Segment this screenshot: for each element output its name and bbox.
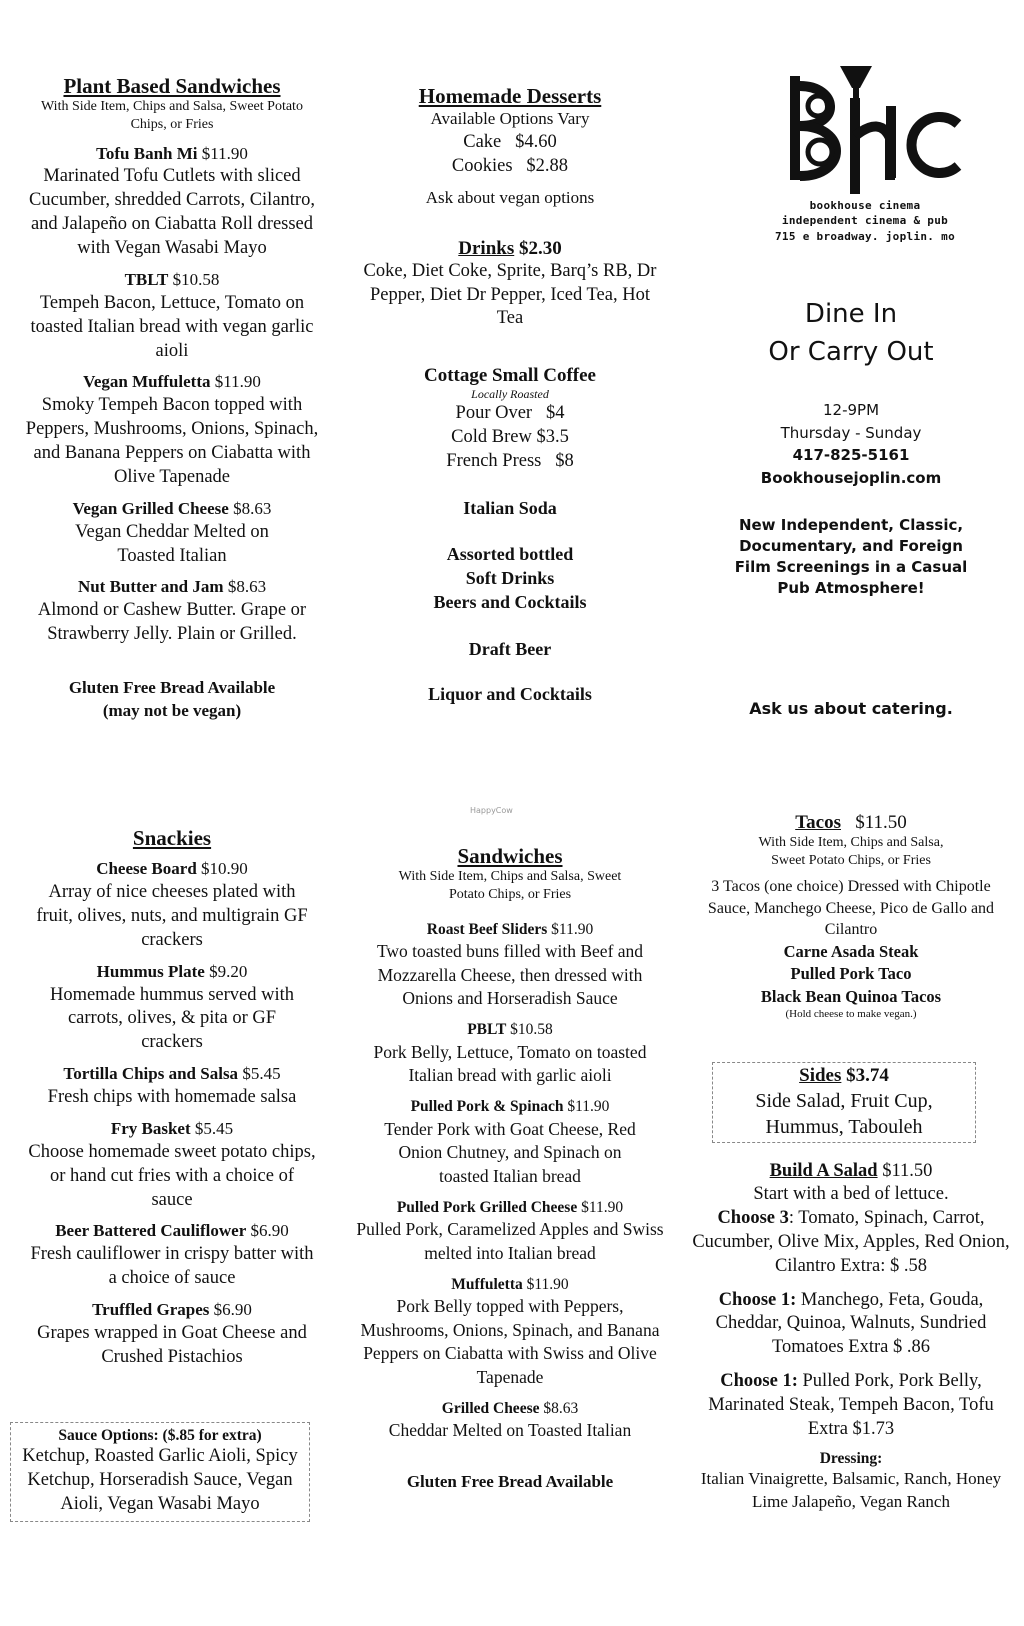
snackies-title: Snackies [132, 826, 212, 850]
item-name: Tofu Banh Mi [96, 143, 198, 163]
item-name: PBLT [467, 1021, 507, 1039]
bookhouse-logo [790, 66, 970, 196]
bottled-line: Assorted bottled [446, 543, 574, 564]
item-price: $10.58 [506, 1021, 553, 1039]
menu-item [16, 1220, 328, 1291]
sides-box [712, 1062, 976, 1143]
item-price: $9.20 [204, 961, 248, 981]
item-name: Vegan Muffuletta [83, 372, 211, 392]
tacos-price: $11.50 [840, 812, 907, 833]
menu-item [16, 1118, 328, 1213]
item-desc: Pork Belly topped with Peppers, Mushrooms, Onions, Spinach, and Banana Peppers on Ciabatta with Swiss and Olive Tapenade [360, 1296, 660, 1388]
watermark: HappyCow [470, 806, 513, 815]
item-desc: Fresh chips with homemade salsa [47, 1087, 297, 1108]
menu-item [16, 1063, 328, 1110]
salad-price: $11.50 [877, 1161, 933, 1181]
item-name: Cheese Board [96, 859, 197, 879]
tacos-title: Tacos [795, 812, 841, 833]
salad-choose-protein [692, 1370, 1010, 1442]
item-desc: Vegan Cheddar Melted on Toasted Italian [75, 521, 269, 566]
taco-option: Black Bean Quinoa Tacos [760, 986, 942, 1006]
choose-text: Manchego, Feta, Gouda, Cheddar, Quinoa, Walnuts, Sundried Tomatoes Extra $ .86 [715, 1289, 987, 1358]
logo-caption [760, 198, 970, 244]
menu-item [16, 269, 328, 364]
sandwiches-subtitle: With Side Item, Chips and Salsa, Sweet Potato Chips, or Fries [398, 869, 622, 903]
item-name: Truffled Grapes [92, 1300, 210, 1320]
item-price: $8.63 [228, 498, 272, 518]
desserts-title: Homemade Desserts [418, 84, 602, 108]
menu-item [16, 143, 328, 261]
item-desc: Smoky Tempeh Bacon topped with Peppers, Mushrooms, Onions, Spinach, and Banana Peppers on Ciabatta with Olive Tapenade [25, 395, 319, 487]
vegan-dessert-note: Ask about vegan options [425, 187, 595, 207]
salad-section [692, 1160, 1010, 1514]
item-desc: Almond or Cashew Butter. Grape or Strawberry Jelly. Plain or Grilled. [37, 600, 307, 645]
hours: 12-9PM [822, 401, 880, 420]
coffee-block [352, 365, 668, 474]
drinks-price: $2.30 [514, 237, 562, 259]
liquor-cocktails: Liquor and Cocktails [428, 683, 592, 704]
cookies-price: Cookies $2.88 [451, 155, 569, 176]
taco-option: Pulled Pork Taco [790, 964, 912, 984]
item-name: Grilled Cheese [441, 1399, 540, 1417]
plant-based-subtitle: With Side Item, Chips and Salsa, Sweet Potato Chips, or Fries [41, 99, 303, 133]
sauce-list: Ketchup, Roasted Garlic Aioli, Spicy Ketchup, Horseradish Sauce, Vegan Aioli, Vegan Wasabi Mayo [22, 1446, 298, 1514]
dressing-list: Italian Vinaigrette, Balsamic, Ranch, Honey Lime Jalapeño, Vegan Ranch [700, 1468, 1002, 1511]
menu-item [16, 961, 328, 1056]
menu-item [16, 576, 328, 647]
sauce-options-box [10, 1422, 310, 1522]
drinks-title: Drinks [458, 237, 515, 259]
tacos-section [692, 812, 1010, 1020]
item-name: Fry Basket [110, 1118, 191, 1138]
plant-based-section [16, 74, 328, 723]
tacos-subtitle: With Side Item, Chips and Salsa, Sweet Potato Chips, or Fries [758, 834, 944, 869]
choose-text: : Tomato, Spinach, Carrot, Cucumber, Olive Mix, Apples, Red Onion, Cilantro Extra: $ .58 [692, 1207, 1010, 1276]
item-price: $5.45 [190, 1118, 234, 1138]
item-name: Nut Butter and Jam [77, 577, 224, 597]
choose-label: Choose 1: [718, 1289, 797, 1310]
item-price: $11.90 [577, 1198, 624, 1216]
item-price: $8.63 [539, 1399, 579, 1417]
item-desc: Marinated Tofu Cutlets with sliced Cucumber, shredded Carrots, Cilantro, and Jalapeño on Ciabatta Roll dressed with Vegan Wasabi Mayo [29, 166, 315, 259]
menu-item [352, 1019, 668, 1088]
bottled-line: Soft Drinks [465, 567, 555, 588]
item-desc: Pulled Pork, Caramelized Apples and Swiss melted into Italian bread [356, 1219, 664, 1263]
menu-item [16, 858, 328, 953]
item-desc: Pork Belly, Lettuce, Tomato on toasted Italian bread with garlic aioli [373, 1041, 647, 1086]
logo-line: bookhouse cinema [809, 199, 921, 212]
item-price: $10.90 [196, 859, 248, 879]
logo-line: 715 e broadway. joplin. mo [775, 229, 955, 243]
item-desc: Cheddar Melted on Toasted Italian [388, 1420, 632, 1441]
menu-item [16, 498, 328, 569]
menu-item [352, 1274, 668, 1390]
item-name: Tortilla Chips and Salsa [63, 1064, 239, 1084]
item-price: $11.90 [547, 920, 594, 938]
item-name: Hummus Plate [96, 961, 205, 981]
sandwiches-section [352, 844, 668, 1494]
item-price: $11.90 [197, 143, 248, 163]
menu-item [16, 371, 328, 489]
item-desc: Array of nice cheeses plated with fruit, olives, nuts, and multigrain GF crackers [36, 882, 308, 950]
sandwiches-title: Sandwiches [457, 844, 563, 868]
dressing-label: Dressing: [819, 1449, 883, 1467]
plant-based-title: Plant Based Sandwiches [63, 74, 281, 98]
item-desc: Grapes wrapped in Goat Cheese and Crushed Pistachios [37, 1323, 307, 1367]
item-price: $8.63 [223, 577, 267, 597]
salad-title: Build A Salad [769, 1161, 878, 1181]
carry-out-line: Or Carry Out [768, 336, 934, 367]
menu-item [352, 919, 668, 1012]
info-section [692, 296, 1010, 718]
item-price: $11.90 [563, 1098, 610, 1116]
item-name: Beer Battered Cauliflower [55, 1221, 247, 1241]
menu-item [16, 1299, 328, 1370]
gluten-free-note: Gluten Free Bread Available [406, 1472, 614, 1492]
item-price: $11.90 [522, 1275, 569, 1293]
item-price: $5.45 [238, 1064, 281, 1084]
salad-choose-cheese [692, 1289, 1010, 1361]
coffee-item: Cold Brew $3.5 [451, 427, 569, 448]
snackies-section [16, 826, 328, 1370]
cake-price: Cake $4.60 [463, 132, 557, 153]
item-name: Pulled Pork & Spinach [410, 1098, 564, 1116]
drinks-list: Coke, Diet Coke, Sprite, Barq’s RB, Dr Pepper, Diet Dr Pepper, Iced Tea, Hot Tea [363, 260, 657, 329]
item-name: Muffuletta [451, 1275, 523, 1293]
item-desc: Tempeh Bacon, Lettuce, Tomato on toasted Italian bread with vegan garlic aioli [30, 292, 314, 361]
item-price: $10.58 [168, 269, 220, 289]
item-desc: Choose homemade sweet potato chips, or hand cut fries with a choice of sauce [28, 1141, 316, 1210]
gluten-free-subnote: (may not be vegan) [102, 701, 242, 721]
item-price: $11.90 [210, 372, 261, 392]
item-name: Roast Beef Sliders [426, 920, 548, 938]
taco-option: Carne Asada Steak [783, 942, 919, 961]
gluten-free-note: Gluten Free Bread Available [68, 678, 276, 698]
sides-list: Side Salad, Fruit Cup, Hummus, Tabouleh [755, 1089, 933, 1138]
logo-line: independent cinema & pub [781, 214, 949, 228]
salad-choose-3 [692, 1207, 1010, 1279]
drinks-block [352, 238, 668, 332]
item-desc: Homemade hummus served with carrots, olives, & pita or GF crackers [49, 984, 295, 1053]
catering-note: Ask us about catering. [749, 699, 953, 719]
item-name: Vegan Grilled Cheese [72, 498, 229, 518]
sides-title: Sides [799, 1065, 842, 1086]
days: Thursday - Sunday [780, 423, 922, 442]
menu-item [352, 1096, 668, 1189]
dine-in-line: Dine In [804, 299, 898, 329]
menu-item [352, 1197, 668, 1266]
choose-label: Choose 1: [720, 1371, 798, 1392]
choose-label: Choose 3 [717, 1207, 789, 1228]
item-price: $6.90 [209, 1300, 252, 1320]
item-desc: Tender Pork with Goat Cheese, Red Onion Chutney, and Spinach on toasted Italian bread [384, 1118, 636, 1186]
item-price: $6.90 [246, 1221, 289, 1241]
tagline: New Independent, Classic, Documentary, and Foreign Film Screenings in a Casual Pub Atmosphere! [734, 516, 968, 598]
bottled-line: Beers and Cocktails [433, 591, 587, 612]
tacos-desc: 3 Tacos (one choice) Dressed with Chipotle Sauce, Manchego Cheese, Pico de Gallo and Cilantro [707, 878, 995, 939]
drinks-desserts-section [352, 84, 668, 705]
coffee-item: French Press $8 [446, 451, 574, 472]
choose-text: Pulled Pork, Pork Belly, Marinated Steak, Tempeh Bacon, Tofu Extra $1.73 [708, 1371, 994, 1439]
sides-price: $3.74 [841, 1065, 889, 1086]
italian-soda: Italian Soda [463, 497, 557, 518]
salad-intro: Start with a bed of lettuce. [753, 1184, 949, 1205]
desserts-subtitle: Available Options Vary [430, 109, 590, 129]
tacos-vegan-note: (Hold cheese to make vegan.) [785, 1007, 917, 1020]
website: Bookhousejoplin.com [760, 468, 942, 487]
item-name: Pulled Pork Grilled Cheese [396, 1198, 578, 1216]
draft-beer: Draft Beer [468, 638, 552, 659]
coffee-subtitle: Locally Roasted [471, 387, 549, 402]
item-desc: Fresh cauliflower in crispy batter with a choice of sauce [30, 1244, 314, 1289]
coffee-item: Pour Over $4 [455, 403, 565, 424]
menu-item [352, 1398, 668, 1443]
item-name: TBLT [124, 269, 169, 289]
phone: 417-825-5161 [792, 446, 910, 465]
coffee-title: Cottage Small Coffee [423, 365, 596, 387]
sauce-title: Sauce Options: ($.85 for extra) [58, 1427, 262, 1444]
item-desc: Two toasted buns filled with Beef and Mozzarella Cheese, then dressed with Onions and Horseradish Sauce [376, 941, 644, 1009]
